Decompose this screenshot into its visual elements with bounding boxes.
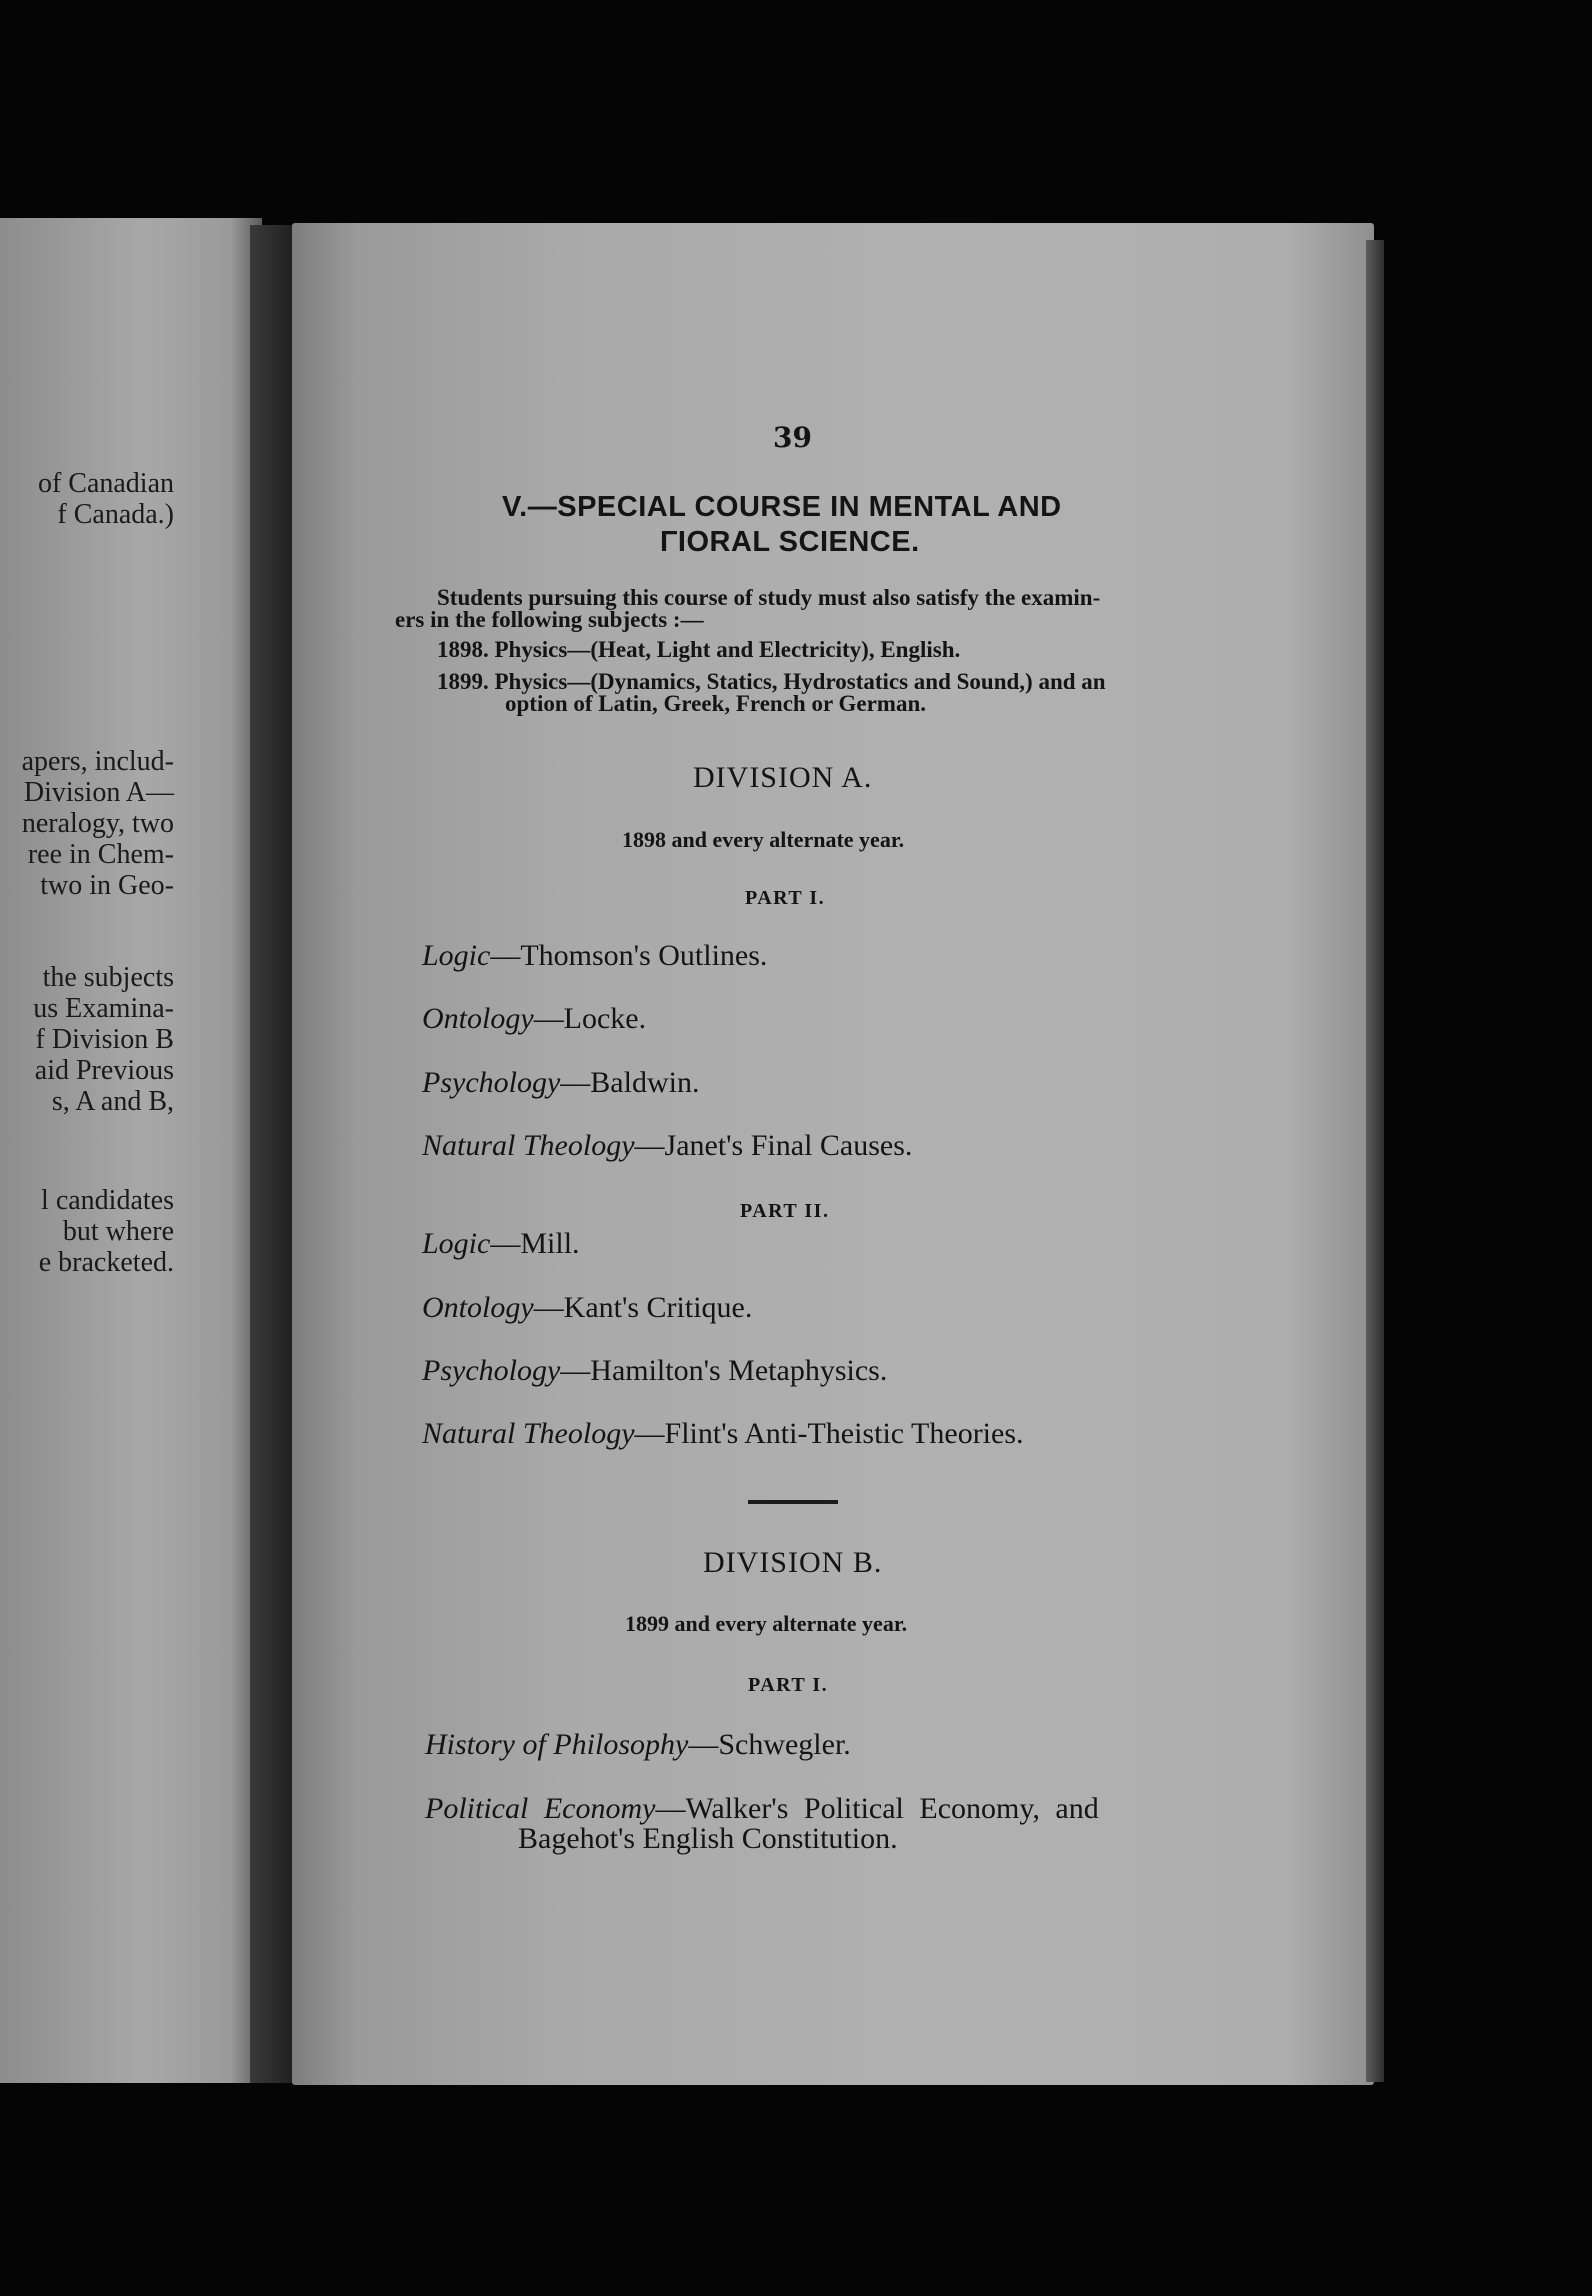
course-subject: Ontology [422, 1291, 534, 1324]
course-subject: Political Economy [425, 1792, 656, 1825]
course-entry [422, 939, 767, 973]
left-page-line: Division A— [23, 777, 174, 808]
course-subject: Psychology [422, 1066, 561, 1099]
left-page-line: the subjects [42, 962, 174, 993]
left-page-line: of Canadian [37, 468, 174, 499]
course-entry [422, 1291, 752, 1325]
division-b-part-1-heading: PART I. [748, 1674, 829, 1696]
section-divider-rule [748, 1500, 838, 1504]
left-page-line: s, A and B, [51, 1086, 174, 1117]
division-a-heading: DIVISION A. [693, 761, 873, 794]
course-text: —Baldwin. [560, 1066, 700, 1099]
course-entry [422, 1066, 699, 1100]
intro-text-line-2: ers in the following subjects :— [395, 607, 704, 632]
left-page-line: apers, includ- [21, 746, 174, 777]
left-page-line: ree in Chem- [27, 839, 174, 870]
course-entry-continued [518, 1822, 898, 1856]
course-subject: Natural Theology [422, 1417, 635, 1450]
course-text: —Schwegler. [688, 1728, 851, 1761]
left-page-line: but where [62, 1216, 174, 1247]
division-a-part-1-heading: PART I. [745, 887, 826, 909]
course-text: Bagehot's English Constitution. [518, 1822, 898, 1855]
left-page-line: two in Geo- [40, 870, 174, 901]
course-entry [425, 1728, 851, 1762]
division-b-heading: DIVISION B. [703, 1546, 883, 1579]
course-text: —Locke. [533, 1002, 647, 1035]
course-subject: Natural Theology [422, 1129, 635, 1162]
course-text: —Kant's Critique. [533, 1291, 753, 1324]
requirement-1899-continued: option of Latin, Greek, French or German. [505, 691, 927, 716]
left-page-line: neralogy, two [21, 808, 174, 839]
left-page-line: f Canada.) [57, 499, 174, 530]
division-a-year: 1898 and every alternate year. [622, 827, 905, 852]
left-page [0, 218, 262, 2083]
course-text: —Janet's Final Causes. [634, 1129, 913, 1162]
course-subject: Psychology [422, 1354, 561, 1387]
requirement-1898: 1898. Physics—(Heat, Light and Electricity), English. [437, 637, 961, 662]
course-text: —Flint's Anti-Theistic Theories. [634, 1417, 1024, 1450]
intro-text-line-1: Students pursuing this course of study must also satisfy the examin- [437, 585, 1101, 610]
course-subject: Logic [422, 1227, 491, 1260]
page-number: 39 [773, 421, 812, 454]
left-page-line: l candidates [41, 1185, 174, 1216]
course-text: —Thomson's Outlines. [490, 939, 768, 972]
course-entry [425, 1792, 1099, 1826]
course-subject: Logic [422, 939, 491, 972]
course-subject: Ontology [422, 1002, 534, 1035]
course-entry [422, 1417, 1024, 1451]
course-text: —Hamilton's Metaphysics. [560, 1354, 888, 1387]
section-title-line-2: ΓIORAL SCIENCE. [660, 526, 920, 558]
page-edge [1366, 240, 1384, 2082]
left-page-line: us Examina- [33, 993, 174, 1024]
left-page-line: aid Previous [34, 1055, 174, 1086]
requirement-1899: 1899. Physics—(Dynamics, Statics, Hydrostatics and Sound,) and an [437, 669, 1106, 694]
course-entry [422, 1129, 912, 1163]
left-page-line: f Division B [35, 1024, 174, 1055]
division-b-year: 1899 and every alternate year. [625, 1611, 908, 1636]
course-text: —Mill. [490, 1227, 580, 1260]
course-entry [422, 1002, 646, 1036]
division-a-part-2-heading: PART II. [740, 1200, 830, 1222]
course-subject: History of Philosophy [425, 1728, 689, 1761]
section-title-line-1: V.—SPECIAL COURSE IN MENTAL AND [502, 491, 1062, 523]
course-entry [422, 1227, 580, 1261]
course-entry [422, 1354, 887, 1388]
left-page-line: e bracketed. [38, 1247, 174, 1278]
course-text: —Walker's Political Economy, and [655, 1792, 1099, 1825]
